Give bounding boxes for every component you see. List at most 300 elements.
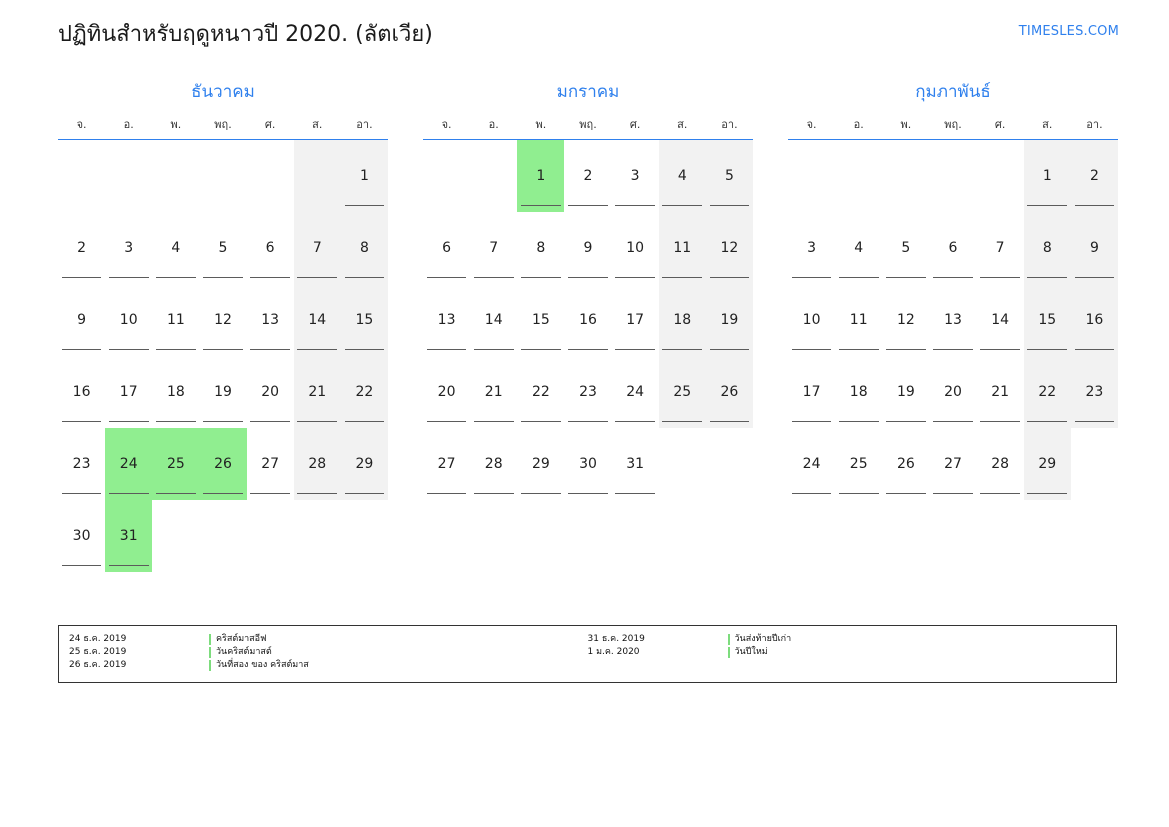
day-cell: [517, 284, 564, 356]
day-number: 26: [214, 456, 232, 472]
weekday-header: จ.: [423, 114, 470, 140]
day-rule: [710, 277, 750, 278]
day: [788, 284, 835, 356]
month-name: กุมภาพันธ์: [915, 82, 991, 102]
day-rule: [521, 349, 561, 350]
day-cell: [659, 284, 706, 356]
day-number: 15: [355, 312, 374, 328]
day-cell: [1071, 356, 1118, 428]
day: [517, 428, 564, 500]
weekday-header: ศ.: [247, 114, 294, 140]
week-row: [58, 140, 388, 213]
day-rule: [933, 349, 973, 350]
day: [788, 500, 835, 572]
day-rule: [662, 421, 702, 422]
day-number: 16: [1085, 312, 1104, 328]
day-cell: [659, 356, 706, 428]
day-number: 29: [1038, 456, 1057, 472]
day-rule: [62, 421, 102, 422]
day: [423, 140, 470, 212]
day: [612, 284, 659, 356]
day-number: 26: [896, 456, 915, 472]
day-rule: [792, 493, 832, 494]
day-rule: [345, 205, 385, 206]
day-number: 9: [1089, 240, 1099, 256]
day: [1024, 428, 1071, 500]
day-cell: [294, 140, 341, 213]
day-number: 16: [579, 312, 597, 328]
day-number: 12: [896, 312, 915, 328]
day: [423, 356, 470, 428]
day: [564, 500, 611, 572]
day: [423, 284, 470, 356]
day-rule: [521, 421, 561, 422]
day: [564, 428, 611, 500]
day-number: 27: [261, 456, 280, 472]
day-number: 22: [531, 384, 550, 400]
week-row: [788, 140, 1118, 213]
day-cell: [247, 356, 294, 428]
day-number: 11: [166, 312, 185, 328]
day-cell: [341, 356, 388, 428]
day-rule: [792, 421, 832, 422]
day-cell: [788, 428, 835, 500]
weekday-header: พ.: [882, 114, 929, 140]
day-rule: [156, 421, 196, 422]
day-rule: [156, 493, 196, 494]
day-number: 25: [166, 456, 185, 472]
day-rule: [297, 421, 337, 422]
day-number: 4: [677, 168, 687, 184]
day-cell: [423, 212, 470, 284]
day: [882, 284, 929, 356]
day: [706, 428, 753, 500]
day: [835, 500, 882, 572]
day: [247, 500, 294, 572]
day-cell: [788, 284, 835, 356]
day-rule: [62, 493, 102, 494]
day: [835, 428, 882, 500]
day-cell: [105, 356, 152, 428]
day-cell: [470, 356, 517, 428]
day-cell: [470, 140, 517, 213]
day: [612, 140, 659, 212]
day-cell: [882, 500, 929, 572]
day-number: 9: [77, 312, 87, 328]
day-rule: [980, 277, 1020, 278]
day-rule: [980, 493, 1020, 494]
day-rule: [839, 421, 879, 422]
legend-name: วันที่สอง ของ คริสต์มาส: [209, 659, 588, 672]
legend-right-dates: [588, 633, 728, 682]
day-cell: [835, 428, 882, 500]
day: [294, 356, 341, 428]
day-holiday: [152, 428, 199, 500]
day-number: 19: [896, 384, 915, 400]
day-cell: [152, 356, 199, 428]
day-rule: [1027, 493, 1067, 494]
day-cell: [294, 428, 341, 500]
day-rule: [203, 493, 243, 494]
page-title: ปฏิทินสำหรับฤดูหนาวปี 2020. (ลัตเวีย): [58, 22, 433, 47]
week-row: [788, 428, 1118, 500]
day-cell: [835, 284, 882, 356]
day-cell: [199, 428, 246, 500]
day-number: 24: [802, 456, 821, 472]
day: [788, 140, 835, 212]
day-number: 13: [261, 312, 280, 328]
day-number: 17: [626, 312, 645, 328]
day-rule: [250, 493, 290, 494]
day-rule: [345, 421, 385, 422]
day: [882, 140, 929, 212]
day-number: 18: [166, 384, 185, 400]
day-cell: [58, 500, 105, 572]
weekday-header: อ.: [105, 114, 152, 140]
legend-box: [58, 625, 1117, 683]
day: [470, 284, 517, 356]
day: [929, 140, 976, 212]
day: [1024, 284, 1071, 356]
day-rule: [933, 493, 973, 494]
day-number: 3: [630, 168, 640, 184]
weekday-header: อา.: [706, 114, 753, 140]
day-rule: [792, 277, 832, 278]
day-number: 3: [124, 240, 134, 256]
day: [1024, 140, 1071, 212]
day-cell: [58, 428, 105, 500]
legend-date: 25 ธ.ค. 2019: [69, 647, 127, 657]
day: [517, 500, 564, 572]
day-number: 24: [119, 456, 138, 472]
day: [58, 284, 105, 356]
day: [612, 500, 659, 572]
day-number: 27: [437, 456, 456, 472]
day: [835, 356, 882, 428]
day-cell: [564, 428, 611, 500]
day-number: 30: [579, 456, 597, 472]
weekday-header: พฤ.: [564, 114, 611, 140]
day: [1071, 428, 1118, 500]
day: [977, 356, 1024, 428]
day: [788, 428, 835, 500]
day-cell: [882, 284, 929, 356]
day-cell: [105, 500, 152, 572]
day: [659, 500, 706, 572]
day-cell: [423, 140, 470, 213]
day-cell: [247, 428, 294, 500]
day-cell: [612, 212, 659, 284]
day-number: 10: [626, 240, 645, 256]
day: [58, 500, 105, 572]
weekday-header: ศ.: [977, 114, 1024, 140]
week-row: [423, 356, 753, 428]
legend-name: วันปีใหม่: [728, 646, 1107, 659]
day: [341, 428, 388, 500]
day: [706, 140, 753, 212]
weekday-header: ส.: [294, 114, 341, 140]
week-row: [58, 212, 388, 284]
day: [564, 212, 611, 284]
day-cell: [1071, 500, 1118, 572]
month-table: [58, 114, 388, 572]
day: [247, 356, 294, 428]
day-number: 13: [437, 312, 456, 328]
month-table: [423, 114, 753, 572]
day-cell: [152, 212, 199, 284]
day-cell: [564, 284, 611, 356]
day: [929, 284, 976, 356]
day-rule: [297, 277, 337, 278]
day: [1071, 140, 1118, 212]
day: [977, 212, 1024, 284]
day-rule: [109, 421, 149, 422]
day-rule: [297, 493, 337, 494]
day-rule: [1027, 205, 1067, 206]
day-rule: [615, 349, 655, 350]
day-cell: [470, 284, 517, 356]
day-cell: [564, 356, 611, 428]
day-number: 23: [72, 456, 91, 472]
day-cell: [564, 500, 611, 572]
day: [977, 140, 1024, 212]
day-rule: [427, 349, 467, 350]
day-cell: [706, 428, 753, 500]
day-rule: [792, 349, 832, 350]
day-rule: [521, 277, 561, 278]
day: [1024, 500, 1071, 572]
day: [294, 212, 341, 284]
day-cell: [199, 356, 246, 428]
day: [247, 212, 294, 284]
month-block: [58, 78, 388, 572]
day-cell: [835, 212, 882, 284]
day: [1071, 356, 1118, 428]
day-cell: [788, 356, 835, 428]
weekday-header: อา.: [1071, 114, 1118, 140]
day-number: 5: [218, 240, 228, 256]
day: [706, 212, 753, 284]
weekday-header: อ.: [470, 114, 517, 140]
weekday-header: ส.: [1024, 114, 1071, 140]
day-number: 18: [849, 384, 868, 400]
day: [835, 140, 882, 212]
day-number: 15: [1038, 312, 1057, 328]
day-cell: [706, 284, 753, 356]
day: [341, 284, 388, 356]
day: [977, 284, 1024, 356]
day-rule: [839, 277, 879, 278]
week-row: [788, 212, 1118, 284]
day: [564, 356, 611, 428]
day-rule: [250, 349, 290, 350]
day: [977, 428, 1024, 500]
week-row: [58, 500, 388, 572]
day: [105, 284, 152, 356]
day-number: 2: [77, 240, 87, 256]
day: [929, 428, 976, 500]
day-cell: [199, 140, 246, 213]
day-rule: [839, 493, 879, 494]
day-number: 14: [991, 312, 1010, 328]
day-number: 7: [489, 240, 499, 256]
day: [152, 500, 199, 572]
day-rule: [615, 277, 655, 278]
day-number: 13: [944, 312, 962, 328]
day-number: 20: [261, 384, 280, 400]
day-rule: [886, 493, 926, 494]
day-cell: [612, 428, 659, 500]
day-rule: [980, 349, 1020, 350]
day: [1071, 284, 1118, 356]
day-cell: [788, 500, 835, 572]
day-cell: [659, 428, 706, 500]
day-rule: [156, 277, 196, 278]
day-number: 12: [214, 312, 232, 328]
weekday-header-row: [788, 114, 1118, 140]
day-cell: [294, 284, 341, 356]
day-cell: [517, 212, 564, 284]
weekday-header: พ.: [517, 114, 564, 140]
day: [882, 356, 929, 428]
day-number: 23: [579, 384, 597, 400]
legend-date: 26 ธ.ค. 2019: [69, 660, 127, 670]
day: [199, 284, 246, 356]
day-cell: [341, 140, 388, 213]
weekday-header-row: [58, 114, 388, 140]
day-number: 28: [308, 456, 327, 472]
day-cell: [1071, 212, 1118, 284]
day-rule: [886, 421, 926, 422]
brand-link[interactable]: TIMESLES.COM: [1018, 24, 1119, 39]
day: [659, 284, 706, 356]
day-number: 8: [359, 240, 369, 256]
day-rule: [62, 277, 102, 278]
day-cell: [105, 284, 152, 356]
day: [199, 356, 246, 428]
day: [423, 428, 470, 500]
day-cell: [612, 140, 659, 213]
day-cell: [152, 284, 199, 356]
day-number: 9: [583, 240, 593, 256]
day-cell: [882, 212, 929, 284]
day-cell: [152, 140, 199, 213]
day-rule: [933, 421, 973, 422]
day: [247, 140, 294, 212]
day-rule: [109, 565, 149, 566]
day-number: 7: [312, 240, 322, 256]
day-rule: [839, 349, 879, 350]
week-row: [58, 284, 388, 356]
day-cell: [929, 212, 976, 284]
day-cell: [470, 212, 517, 284]
day: [105, 140, 152, 212]
day: [341, 212, 388, 284]
day-cell: [517, 140, 564, 213]
week-row: [788, 500, 1118, 572]
day-number: 31: [119, 528, 138, 544]
day-number: 3: [807, 240, 817, 256]
day-cell: [341, 284, 388, 356]
day-cell: [294, 356, 341, 428]
day-number: 28: [991, 456, 1010, 472]
day: [423, 500, 470, 572]
day: [1024, 356, 1071, 428]
legend-name: คริสต์มาสอีฟ: [209, 633, 588, 646]
day-cell: [929, 284, 976, 356]
day-number: 8: [1042, 240, 1052, 256]
day: [659, 212, 706, 284]
day-rule: [62, 349, 102, 350]
day-rule: [1027, 349, 1067, 350]
day-number: 31: [626, 456, 645, 472]
day-cell: [423, 284, 470, 356]
day-number: 16: [72, 384, 91, 400]
legend-left-dates: [69, 633, 209, 682]
day-cell: [1024, 212, 1071, 284]
day-rule: [345, 277, 385, 278]
weekday-header: อ.: [835, 114, 882, 140]
day-cell: [882, 356, 929, 428]
day: [294, 140, 341, 212]
day-holiday: [105, 428, 152, 500]
day-cell: [1024, 356, 1071, 428]
week-row: [58, 356, 388, 428]
day-rule: [568, 421, 608, 422]
day-rule: [345, 349, 385, 350]
day: [706, 284, 753, 356]
day: [199, 212, 246, 284]
day-number: 21: [308, 384, 327, 400]
day-cell: [247, 140, 294, 213]
day: [659, 428, 706, 500]
day: [1071, 500, 1118, 572]
day-cell: [517, 428, 564, 500]
day-cell: [706, 140, 753, 213]
day-number: 1: [1042, 168, 1052, 184]
day: [788, 212, 835, 284]
weekday-header: อา.: [341, 114, 388, 140]
day: [612, 428, 659, 500]
day-rule: [345, 493, 385, 494]
day: [1071, 212, 1118, 284]
day-number: 1: [536, 168, 546, 184]
day-cell: [247, 500, 294, 572]
day-cell: [105, 212, 152, 284]
day-rule: [203, 421, 243, 422]
legend-column-left: [69, 633, 588, 682]
day: [612, 212, 659, 284]
legend-columns: [59, 626, 1116, 682]
day-number: 17: [119, 384, 138, 400]
day-number: 27: [944, 456, 962, 472]
day-cell: [105, 140, 152, 213]
day-cell: [977, 356, 1024, 428]
day-rule: [615, 421, 655, 422]
day-number: 28: [484, 456, 503, 472]
day: [706, 500, 753, 572]
day-rule: [886, 277, 926, 278]
legend-left-names: [209, 633, 588, 682]
day: [199, 500, 246, 572]
day-cell: [1024, 500, 1071, 572]
day: [517, 356, 564, 428]
day: [882, 212, 929, 284]
day-cell: [199, 284, 246, 356]
week-row: [423, 284, 753, 356]
day-rule: [427, 493, 467, 494]
day-cell: [706, 500, 753, 572]
